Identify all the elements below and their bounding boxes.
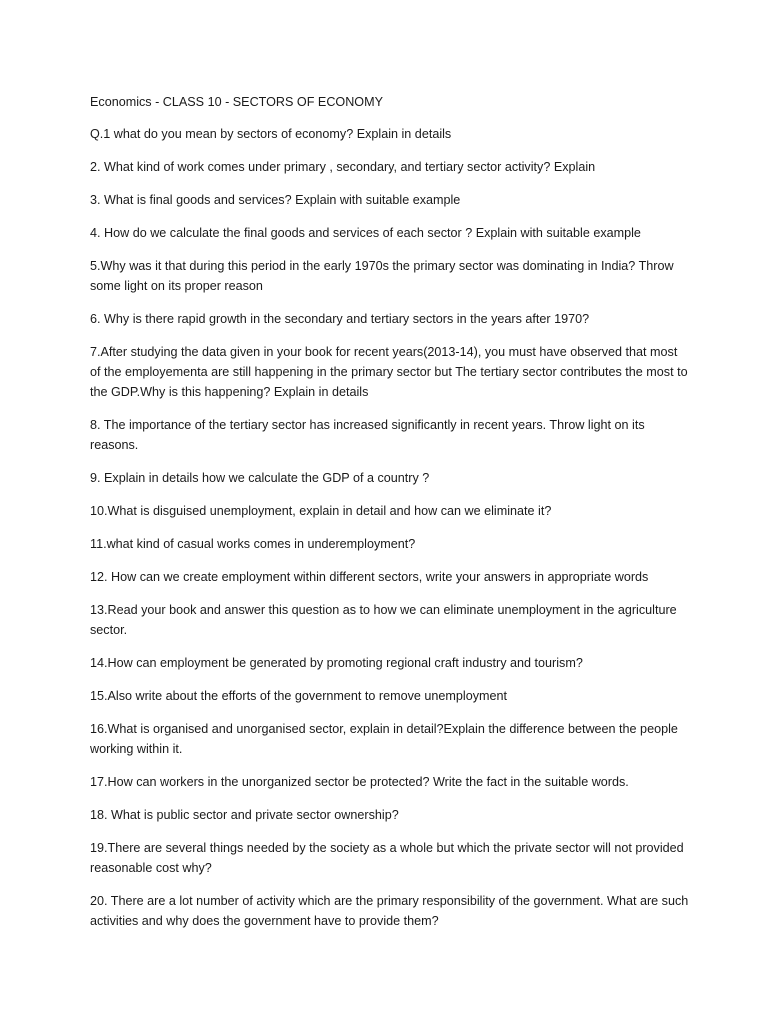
- question-7: 7.After studying the data given in your book for recent years(2013-14), you must have observed that most of the employementa are still happening in the primary sector but The tertiary sector contributes the most to the GDP.Why is this happening? Explain in details: [90, 345, 688, 399]
- question-20: 20. There are a lot number of activity which are the primary responsibility of the government. What are such activities and why does the government have to provide them?: [90, 894, 689, 928]
- question-3: 3. What is final goods and services? Explain with suitable example: [90, 193, 461, 207]
- question-2: 2. What kind of work comes under primary , secondary, and tertiary sector activity? Explain: [90, 160, 596, 174]
- question-11: 11.what kind of casual works comes in underemployment?: [90, 537, 416, 551]
- question-16: 16.What is organised and unorganised sector, explain in detail?Explain the difference between the people working within it.: [90, 722, 678, 756]
- question-9: 9. Explain in details how we calculate the GDP of a country ?: [90, 471, 430, 485]
- document-body: [90, 92, 690, 944]
- question-5: 5.Why was it that during this period in the early 1970s the primary sector was dominating in India? Throw some light on its proper reason: [90, 259, 674, 293]
- question-10: 10.What is disguised unemployment, explain in detail and how can we eliminate it?: [90, 504, 552, 518]
- question-14: 14.How can employment be generated by promoting regional craft industry and tourism?: [90, 656, 583, 670]
- question-18: 18. What is public sector and private sector ownership?: [90, 808, 399, 822]
- question-6: 6. Why is there rapid growth in the secondary and tertiary sectors in the years after 1970?: [90, 312, 590, 326]
- question-15: 15.Also write about the efforts of the government to remove unemployment: [90, 689, 507, 703]
- question-17: 17.How can workers in the unorganized sector be protected? Write the fact in the suitable words.: [90, 775, 629, 789]
- question-8: 8. The importance of the tertiary sector has increased significantly in recent years. Throw light on its reasons.: [90, 418, 645, 452]
- question-4: 4. How do we calculate the final goods and services of each sector ? Explain with suitable example: [90, 226, 641, 240]
- document-title: Economics - CLASS 10 - SECTORS OF ECONOMY: [90, 95, 383, 109]
- question-13: 13.Read your book and answer this question as to how we can eliminate unemployment in the agriculture sector.: [90, 603, 677, 637]
- question-1: Q.1 what do you mean by sectors of economy? Explain in details: [90, 127, 452, 141]
- question-19: 19.There are several things needed by the society as a whole but which the private sector will not provided reasonable cost why?: [90, 841, 684, 875]
- question-12: 12. How can we create employment within different sectors, write your answers in appropriate words: [90, 570, 649, 584]
